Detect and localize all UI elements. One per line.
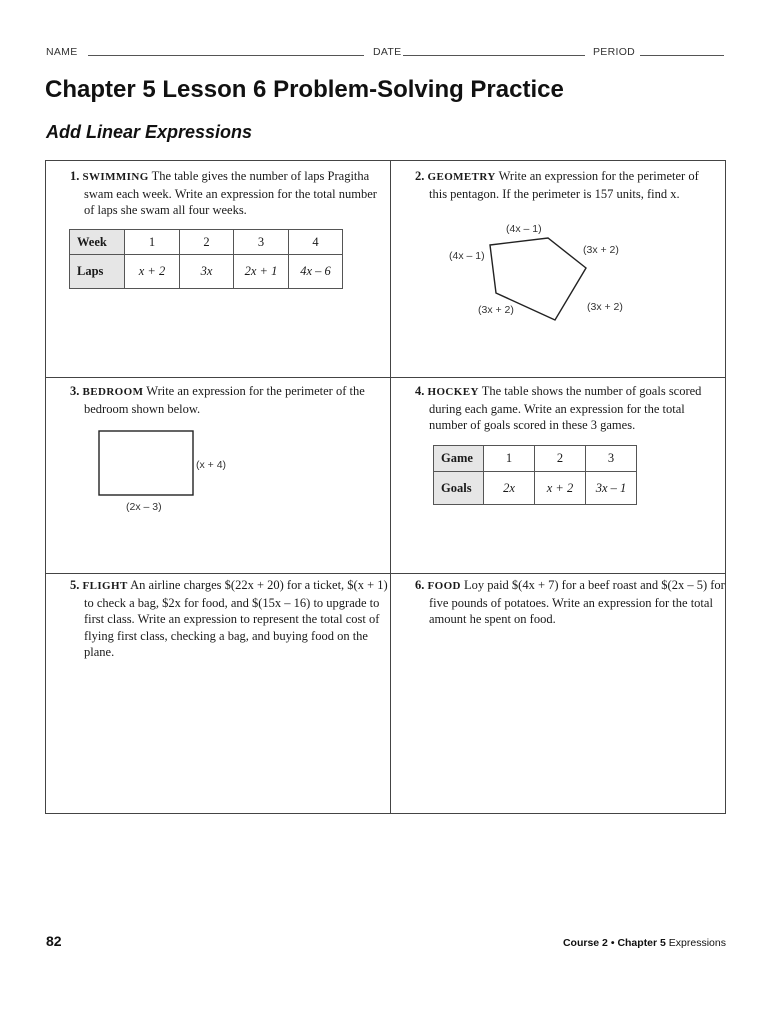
problem-1-keyword: SWIMMING: [82, 171, 149, 183]
table-cell: 4x – 6: [289, 255, 343, 289]
bedroom-figure: [91, 426, 301, 521]
footer-course: Course 2: [562, 937, 608, 949]
table-row: [70, 255, 343, 289]
problem-grid: [45, 160, 726, 814]
problem-3-text: Write an expression for the perimeter of the bedroom shown below.: [84, 384, 365, 416]
table-cell: 2x: [484, 472, 535, 505]
problem-4-number: 4.: [415, 384, 425, 398]
table-row: [70, 230, 343, 255]
pentagon-label-upper-right: (3x + 2): [583, 244, 619, 256]
table-cell: 3: [586, 446, 637, 472]
table-header-laps: Laps: [70, 255, 125, 289]
problem-2: [415, 168, 719, 202]
problem-1-number: 1.: [70, 169, 80, 183]
pentagon-label-lower-left: (3x + 2): [478, 304, 514, 316]
table-cell: 2: [535, 446, 586, 472]
problem-6: [415, 577, 725, 628]
name-label: NAME: [46, 46, 78, 58]
table-cell: 2x + 1: [234, 255, 289, 289]
date-label: DATE: [373, 46, 402, 58]
bedroom-label-bottom: (2x – 3): [126, 501, 162, 513]
bedroom-rectangle: [99, 431, 193, 495]
table-cell: 1: [484, 446, 535, 472]
problem-1: [70, 168, 380, 219]
problem-6-number: 6.: [415, 578, 425, 592]
table-cell: 4: [289, 230, 343, 255]
page-number: 82: [46, 933, 62, 949]
swimming-table: [69, 229, 343, 289]
footer-topic: Expressions: [668, 937, 726, 949]
problem-6-text: Loy paid $(4x + 7) for a beef roast and $(2x – 5) for five pounds of potatoes. Write an expression for the total amount he spent on food.: [429, 578, 725, 626]
problem-3-keyword: BEDROOM: [82, 386, 144, 398]
student-info-line: [46, 46, 726, 60]
course-footer: [563, 937, 726, 949]
table-cell: 3: [234, 230, 289, 255]
table-row: [434, 446, 637, 472]
problem-2-number: 2.: [415, 169, 425, 183]
problem-4: [415, 383, 725, 434]
problem-2-text: Write an expression for the perimeter of this pentagon. If the perimeter is 157 units, find x.: [429, 169, 699, 201]
table-cell: x + 2: [535, 472, 586, 505]
table-cell: 3x – 1: [586, 472, 637, 505]
page-subtitle: Add Linear Expressions: [46, 122, 253, 142]
table-header-game: Game: [434, 446, 484, 472]
table-header-week: Week: [70, 230, 125, 255]
problem-4-keyword: HOCKEY: [427, 386, 479, 398]
problem-6-keyword: FOOD: [427, 580, 461, 592]
pentagon-label-left: (4x – 1): [449, 250, 485, 262]
problem-1-text: The table gives the number of laps Pragitha swam each week. Write an expression for the total number of laps she swam all four weeks.: [84, 169, 377, 217]
table-cell: 2: [180, 230, 234, 255]
problem-4-text: The table shows the number of goals scored during each game. Write an expression for the total number of goals scored in these 3 games.: [429, 384, 702, 432]
footer-bullet: •: [610, 937, 615, 949]
problem-5-text: An airline charges $(22x + 20) for a ticket, $(x + 1) to check a bag, $2x for food, and $(15x – 16) to upgrade to first class. Write an expression to represent the total cost of flying first class, checking a bag, and buying food on the plane.: [84, 578, 388, 659]
table-cell: x + 2: [125, 255, 180, 289]
page-title: Chapter 5 Lesson 6 Problem-Solving Practice: [45, 76, 564, 103]
bedroom-label-side: (x + 4): [196, 459, 227, 471]
pentagon-label-lower-right: (3x + 2): [587, 301, 623, 313]
problem-3: [70, 383, 396, 417]
pentagon-label-top: (4x – 1): [506, 223, 542, 235]
problem-5-keyword: FLIGHT: [82, 580, 128, 592]
footer-chapter: Chapter 5: [617, 937, 666, 949]
hockey-table: [433, 445, 637, 505]
table-cell: 1: [125, 230, 180, 255]
grid-divider-vertical: [390, 161, 391, 813]
table-row: [434, 472, 637, 505]
problem-2-keyword: GEOMETRY: [427, 171, 496, 183]
problem-5: [70, 577, 400, 661]
problem-3-number: 3.: [70, 384, 80, 398]
grid-divider-row2: [46, 573, 725, 574]
grid-divider-row1: [46, 377, 725, 378]
pentagon-figure: [441, 216, 641, 326]
table-cell: 3x: [180, 255, 234, 289]
table-header-goals: Goals: [434, 472, 484, 505]
period-label: PERIOD: [593, 46, 636, 58]
problem-5-number: 5.: [70, 578, 80, 592]
